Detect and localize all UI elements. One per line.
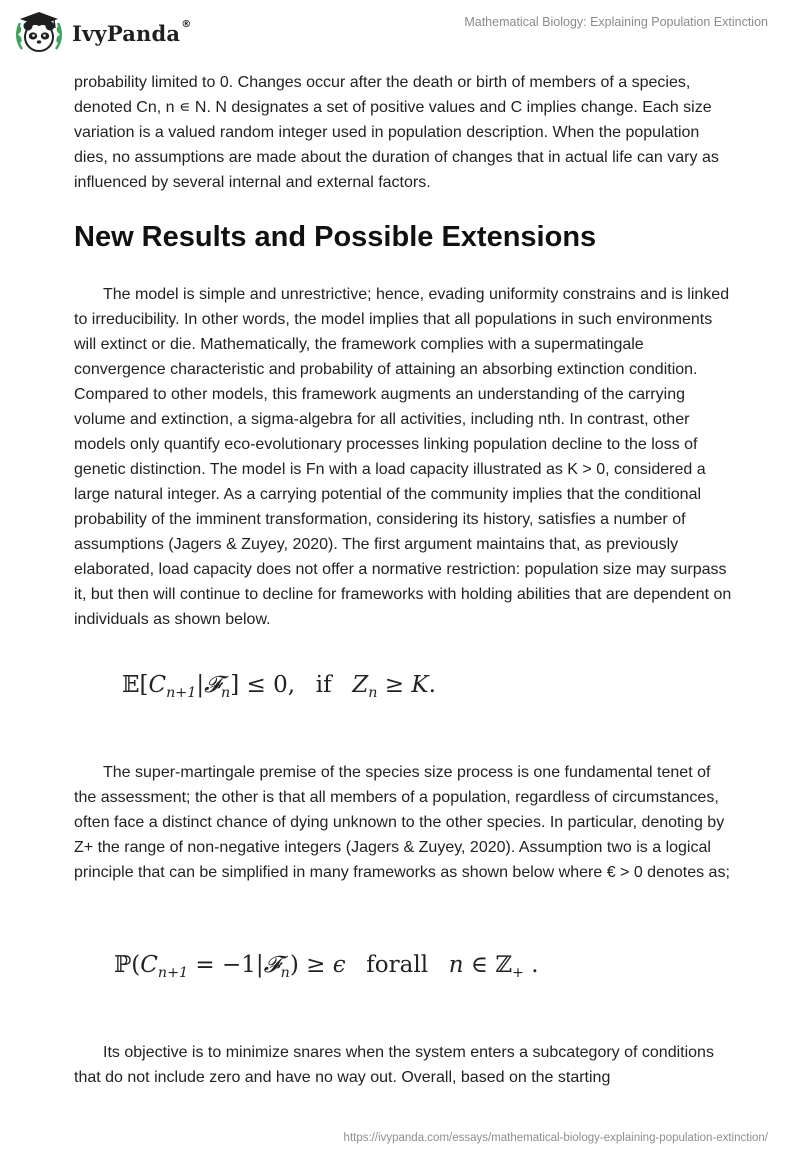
formula-period: . [428, 672, 436, 698]
formula-inequality: ] ≤ 0, [230, 672, 296, 698]
expectation-symbol: 𝔼[ [122, 672, 149, 698]
registered-mark: ® [181, 18, 192, 30]
essay-content [74, 70, 734, 632]
formula-sub: n [280, 964, 290, 981]
formula-sub: n [368, 684, 378, 701]
formula-word: if [315, 672, 332, 698]
paragraph: The model is simple and unrestrictive; hence, evading uniformity constrains and is linked to irreducibility. In other words, the model implies that all populations in such environments will extinct or die. Mathematically, the framework complies with a supermatingale convergence characteristic and probability of attaining an absorbing extinction condition. Compared to other models, this framework augments an understanding of the carrying volume and extinction, a sigma-algebra for all activities, including nth. In contrast, other models only quantify eco-evolutionary processes linking population decline to the loss of genetic distinction. The model is Fn with a load capacity illustrated as K > 0, considered a large natural integer. As a carrying potential of the community implies that the conditional probability of the imminent transformation, considering its history, satisfies a number of assumptions (Jagers & Zuyey, 2020). The first argument maintains that, as previously elaborated, load capacity does not offer a normative restriction: population size may surpass it, but then will continue to decline for frameworks with holding abilities that are dependent on individuals as shown below. [74, 286, 732, 628]
formula-bar: | [196, 672, 205, 698]
essay-content-2 [74, 760, 734, 885]
formula-sub: n+1 [157, 964, 189, 981]
formula-var-n: n [448, 952, 464, 978]
formula-relation: ≥ [384, 672, 405, 698]
formula-var-z: Z [352, 672, 369, 698]
formula-var-f: 𝓕 [263, 952, 281, 978]
formula-word: forall [366, 952, 429, 978]
paragraph: The super-martingale premise of the species size process is one fundamental tenet of the assessment; the other is that all members of a population, regardless of circumstances, often face a distinct chance of dying unknown to the other species. In particular, denoting by Z+ the range of non-negative integers (Jagers & Zuyey, 2020). Assumption two is a logical principle that can be simplified in many frameworks as shown below where € > 0 denotes as; [74, 764, 730, 881]
logo-text [72, 18, 192, 46]
page-header [0, 0, 800, 66]
formula-equation: = −1| [195, 952, 264, 978]
essay-content-3 [74, 1040, 734, 1090]
source-url[interactable]: https://ivypanda.com/essays/mathematical-biology-explaining-population-extinction/ [343, 1132, 768, 1144]
formula-set: ∈ ℤ [470, 952, 513, 978]
paragraph: Its objective is to minimize snares when the system enters a subcategory of conditions that do not include zero and have no way out. Overall, based on the starting [74, 1044, 714, 1086]
formula-supermartingale [122, 672, 436, 701]
formula-var-f: 𝓕 [204, 672, 222, 698]
formula-period: . [531, 952, 539, 978]
formula-death-probability [114, 952, 539, 981]
panda-graduate-icon [14, 9, 64, 57]
probability-symbol: ℙ( [114, 952, 141, 978]
paragraph-continuation: probability limited to 0. Changes occur after the death or birth of members of a species, denoted Cn, n ∊ N. N designates a set of positive values and C implies change. Each size variation is a valued random integer used in population description. When the population dies, no assumptions are made about the duration of changes that in actual life can vary as influenced by several internal and external factors. [74, 74, 719, 191]
formula-var-c: C [148, 672, 167, 698]
formula-inequality: ) ≥ [289, 952, 326, 978]
section-heading: New Results and Possible Extensions [74, 221, 597, 253]
logo-wordmark: IvyPanda [72, 20, 181, 46]
formula-var-c: C [140, 952, 158, 978]
logo[interactable] [14, 9, 191, 57]
formula-sub: + [512, 964, 524, 981]
formula-epsilon: ϵ [332, 952, 346, 978]
document-title: Mathematical Biology: Explaining Population Extinction [464, 15, 768, 29]
formula-sub: n+1 [166, 684, 197, 701]
formula-sub: n [221, 684, 231, 701]
formula-var-k: K [411, 672, 429, 698]
